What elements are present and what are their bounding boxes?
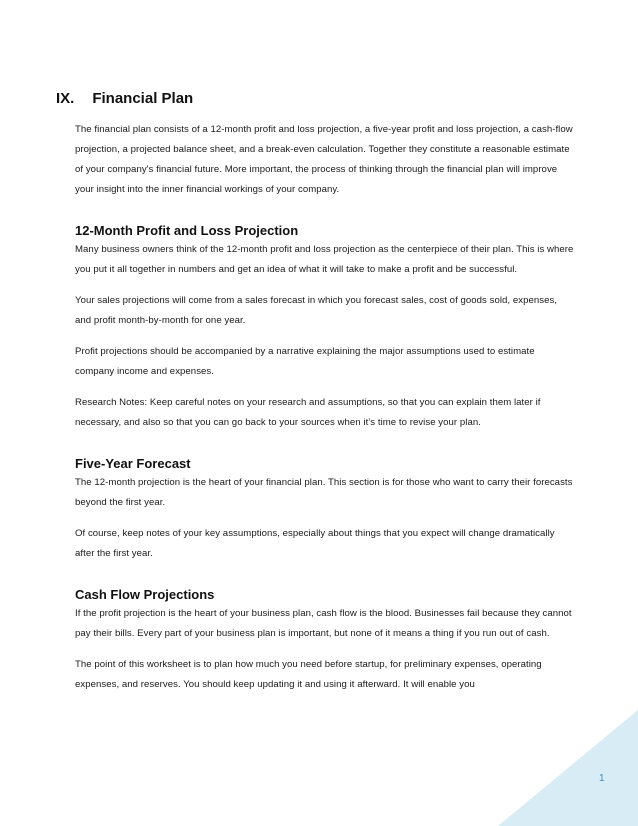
cash-flow-paragraph: The point of this worksheet is to plan how much you need before startup, for preliminary expenses, operating expenses, and reserves. You should keep updating it and using it afterward. It will enable you xyxy=(75,659,542,690)
document-body xyxy=(75,120,575,706)
cash-flow-heading: Cash Flow Projections xyxy=(75,587,215,602)
profit-loss-heading: 12-Month Profit and Loss Projection xyxy=(75,223,299,238)
research-notes-paragraph: Research Notes: Keep careful notes on your research and assumptions, so that you can explain them later if necessary, and also so that you can go back to your sources when it’s time to revise your plan. xyxy=(75,397,541,428)
five-year-paragraph: Of course, keep notes of your key assumptions, especially about things that you expect will change dramatically after the first year. xyxy=(75,528,555,559)
section-numeral: IX. xyxy=(56,90,75,107)
five-year-heading: Five-Year Forecast xyxy=(75,456,191,471)
profit-loss-paragraph: Your sales projections will come from a sales forecast in which you forecast sales, cost of goods sold, expenses, and profit month-by-month for one year. xyxy=(75,295,558,326)
cash-flow-paragraph: If the profit projection is the heart of your business plan, cash flow is the blood. Businesses fail because they cannot pay their bills. Every part of your business plan is important, but none of it means a thing if you run out of cash. xyxy=(75,608,572,639)
corner-triangle xyxy=(498,710,638,826)
profit-loss-paragraph: Many business owners think of the 12-month profit and loss projection as the centerpiece of their plan. This is where you put it all together in numbers and get an idea of what it will take to make a profit and be successful. xyxy=(75,244,574,275)
section-title: Financial Plan xyxy=(92,90,194,107)
corner-decoration xyxy=(498,710,638,826)
section-header xyxy=(56,90,193,107)
intro-paragraph: The financial plan consists of a 12-month profit and loss projection, a five-year profit and loss projection, a cash-flow projection, a projected balance sheet, and a break-even calculation. Together they constitute a reasonable estimate of your company's financial future. More important, the process of thinking through the financial plan will improve your insight into the inner financial workings of your company. xyxy=(75,124,573,195)
page-number: 1 xyxy=(599,773,605,784)
profit-loss-paragraph: Profit projections should be accompanied by a narrative explaining the major assumptions used to estimate company income and expenses. xyxy=(75,346,535,377)
five-year-paragraph: The 12-month projection is the heart of your financial plan. This section is for those who want to carry their forecasts beyond the first year. xyxy=(75,477,573,508)
